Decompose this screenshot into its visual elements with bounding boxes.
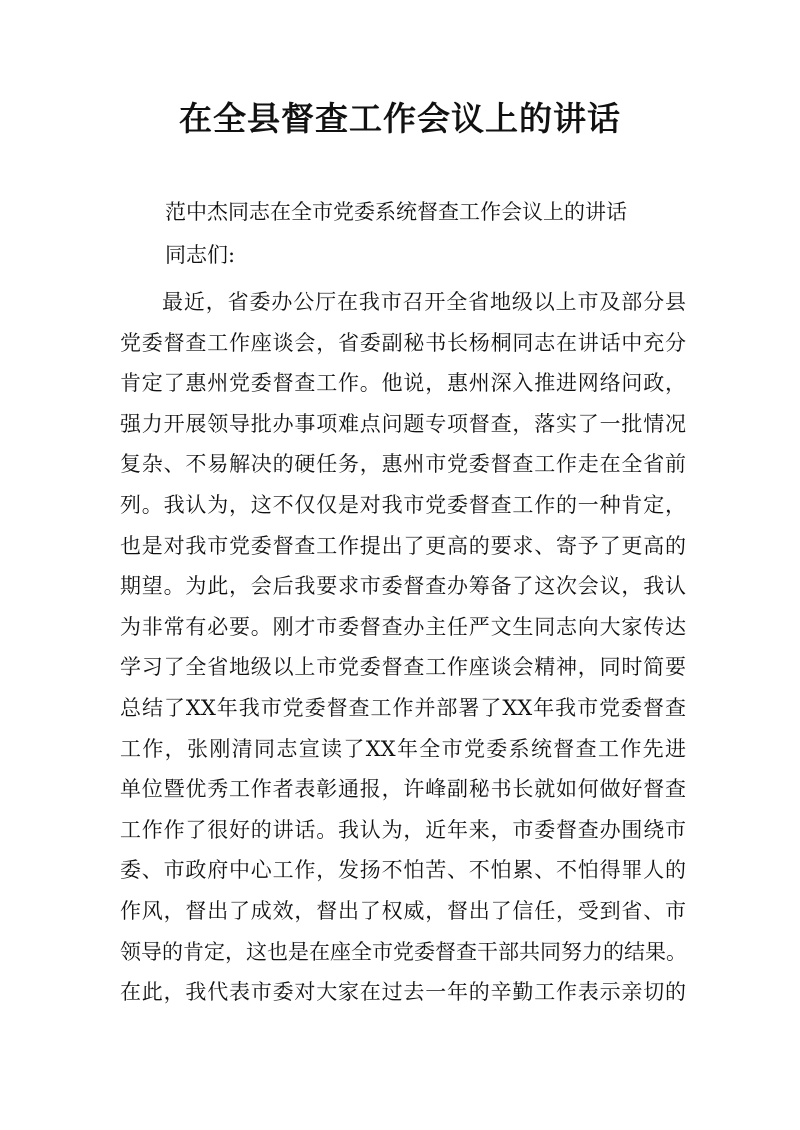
document-title: 在全县督查工作会议上的讲话 (179, 99, 621, 138)
paragraph-line: 工作，张刚清同志宣读了XX年全市党委系统督查工作先进 (120, 736, 686, 761)
salutation: 同志们: (165, 243, 236, 267)
paragraph-line: 学习了全省地级以上市党委督查工作座谈会精神，同时简要 (120, 655, 686, 680)
body-paragraph (120, 282, 686, 1013)
paragraph-line: 复杂、不易解决的硬任务，惠州市党委督查工作走在全省前 (120, 452, 686, 477)
paragraph-line: 党委督查工作座谈会，省委副秘书长杨桐同志在讲话中充分 (120, 330, 686, 355)
paragraph-line: 肯定了惠州党委督查工作。他说，惠州深入推进网络问政， (120, 371, 686, 396)
document-subtitle: 范中杰同志在全市党委系统督查工作会议上的讲话 (165, 200, 627, 224)
paragraph-line: 委、市政府中心工作，发扬不怕苦、不怕累、不怕得罪人的 (120, 858, 686, 883)
paragraph-line: 单位暨优秀工作者表彰通报，许峰副秘书长就如何做好督查 (120, 777, 686, 802)
paragraph-line: 为非常有必要。刚才市委督查办主任严文生同志向大家传达 (120, 614, 686, 639)
paragraph-line: 列。我认为，这不仅仅是对我市党委督查工作的一种肯定， (120, 492, 686, 517)
paragraph-line: 期望。为此，会后我要求市委督查办筹备了这次会议，我认 (120, 574, 686, 599)
paragraph-line: 作风，督出了成效，督出了权威，督出了信任，受到省、市 (120, 898, 686, 923)
paragraph-line: 总结了XX年我市党委督查工作并部署了XX年我市党委督查 (120, 695, 686, 720)
paragraph-line: 强力开展领导批办事项难点问题专项督查，落实了一批情况 (120, 411, 686, 436)
paragraph-line: 工作作了很好的讲话。我认为，近年来，市委督查办围绕市 (120, 817, 686, 842)
paragraph-line: 也是对我市党委督查工作提出了更高的要求、寄予了更高的 (120, 533, 686, 558)
paragraph-line: 在此，我代表市委对大家在过去一年的辛勤工作表示亲切的 (120, 980, 686, 1005)
paragraph-line: 领导的肯定，这也是在座全市党委督查干部共同努力的结果。 (120, 939, 687, 964)
paragraph-line: 最近，省委办公厅在我市召开全省地级以上市及部分县 (162, 290, 686, 314)
